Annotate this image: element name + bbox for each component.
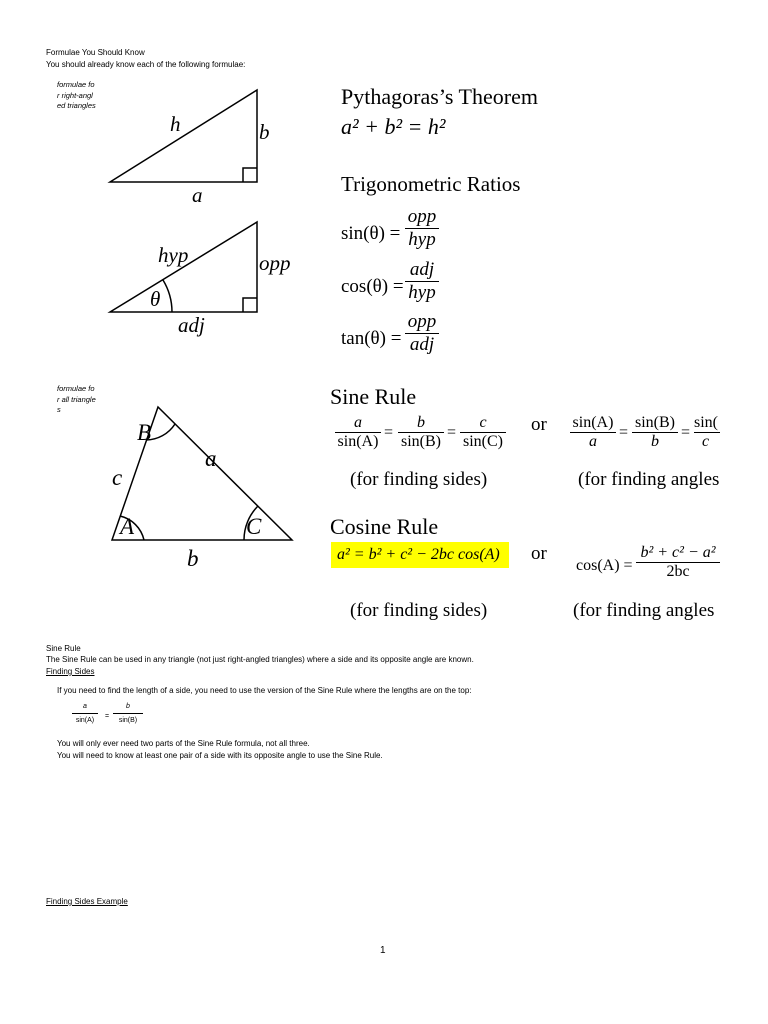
frac-num: b	[126, 703, 130, 710]
pythagoras-title: Pythagoras’s Theorem	[341, 84, 538, 109]
page-title: Formulae You Should Know	[46, 48, 145, 57]
note-right-angled: formulae for right-angled triangles	[57, 80, 96, 110]
cos-lhs: cos(θ) =	[341, 276, 404, 297]
label-side-b: b	[187, 546, 199, 571]
pythagoras-formula: a² + b² = h²	[341, 114, 446, 139]
section-heading-sine: Sine Rule	[46, 644, 81, 653]
frac-num: sin(B)	[635, 414, 675, 431]
sine-frac-3	[460, 414, 506, 451]
frac-num: sin(A)	[572, 414, 614, 431]
trig-title: Trigonometric Ratios	[341, 172, 521, 196]
intro-text: You should already know each of the following formulae:	[46, 60, 246, 69]
version-text: If you need to find the length of a side, you need to use the version of the Sine Rule where the lengths are on the top:	[57, 686, 472, 695]
sin-den: hyp	[408, 229, 436, 250]
label-side-c: c	[112, 465, 123, 490]
sine-frac-1	[335, 414, 381, 451]
sine-angle-frac-2	[632, 414, 678, 451]
or-text-2: or	[531, 543, 547, 564]
cos-fraction	[405, 259, 439, 304]
frac-den: b	[651, 433, 659, 450]
note-two-parts: You will only ever need two parts of the Sine Rule formula, not all three.	[57, 739, 310, 748]
cosine-angles-caption: (for finding angles	[573, 600, 715, 621]
sine-angle-frac-3	[694, 414, 720, 451]
sin-fraction	[405, 206, 439, 251]
equals-sign: =	[447, 424, 457, 441]
label-A: A	[120, 514, 135, 539]
equals-sign: =	[105, 713, 110, 720]
frac-den: sin(C)	[463, 433, 503, 450]
tan-fraction	[405, 311, 439, 356]
frac-num: a	[354, 414, 362, 431]
frac-den: c	[702, 433, 710, 450]
small-sine-frac-1	[72, 703, 98, 724]
sine-rule-title: Sine Rule	[330, 384, 417, 409]
fraction-bar	[113, 713, 143, 714]
frac-den: sin(B)	[118, 717, 138, 724]
frac-den: sin(B)	[401, 433, 441, 450]
cos-den: hyp	[408, 282, 436, 303]
sine-angles-caption: (for finding angles	[578, 469, 720, 490]
cos-angle-fraction	[636, 544, 720, 581]
small-sine-frac-2	[113, 703, 143, 724]
sin-num: opp	[407, 206, 437, 227]
sine-frac-2	[398, 414, 444, 451]
cosine-rule-title: Cosine Rule	[330, 514, 439, 539]
label-opp: opp	[259, 251, 291, 275]
frac-num: sin(	[694, 414, 718, 431]
label-B: B	[137, 420, 152, 445]
sin-lhs: sin(θ) =	[341, 223, 401, 244]
frac-num: a	[83, 703, 87, 710]
note-pair: You will need to know at least one pair of a side with its opposite angle to use the Sine Rule.	[57, 751, 383, 760]
note-all-triangles: formulae for all triangles	[57, 384, 96, 414]
sine-intro: The Sine Rule can be used in any triangle (not just right-angled triangles) where a side and its opposite angle are known.	[46, 655, 474, 664]
label-a: a	[192, 183, 203, 207]
frac-num: b	[417, 414, 425, 431]
frac-den: sin(A)	[75, 717, 95, 724]
frac-num: b² + c² − a²	[640, 544, 716, 561]
label-C: C	[246, 514, 262, 539]
or-text-1: or	[531, 414, 547, 435]
label-theta: θ	[150, 287, 161, 311]
label-h: h	[170, 112, 181, 136]
tan-den: adj	[409, 334, 435, 355]
frac-num: c	[479, 414, 487, 431]
equals-sign: =	[619, 424, 629, 441]
equals-sign: =	[681, 424, 691, 441]
example-heading: Finding Sides Example	[46, 897, 128, 906]
right-triangle-1	[110, 90, 257, 182]
sine-angle-frac-1	[570, 414, 616, 451]
frac-den: 2bc	[666, 563, 690, 580]
cos-num: adj	[409, 259, 435, 280]
label-hyp: hyp	[158, 243, 189, 267]
label-side-a: a	[205, 446, 217, 471]
tan-lhs: tan(θ) =	[341, 328, 402, 349]
cosine-formula: a² = b² + c² − 2bc cos(A)	[331, 542, 509, 568]
cosine-sides-caption: (for finding sides)	[350, 600, 488, 621]
page-number: 1	[380, 945, 386, 956]
frac-den: a	[589, 433, 597, 450]
equals-sign: =	[384, 424, 394, 441]
finding-sides-heading: Finding Sides	[46, 667, 95, 676]
frac-den: sin(A)	[337, 433, 379, 450]
label-b: b	[259, 120, 270, 144]
fraction-bar	[72, 713, 98, 714]
cos-angle-lhs: cos(A) =	[576, 557, 633, 574]
tan-num: opp	[407, 311, 437, 332]
sine-sides-caption: (for finding sides)	[350, 469, 488, 490]
label-adj: adj	[178, 313, 205, 337]
